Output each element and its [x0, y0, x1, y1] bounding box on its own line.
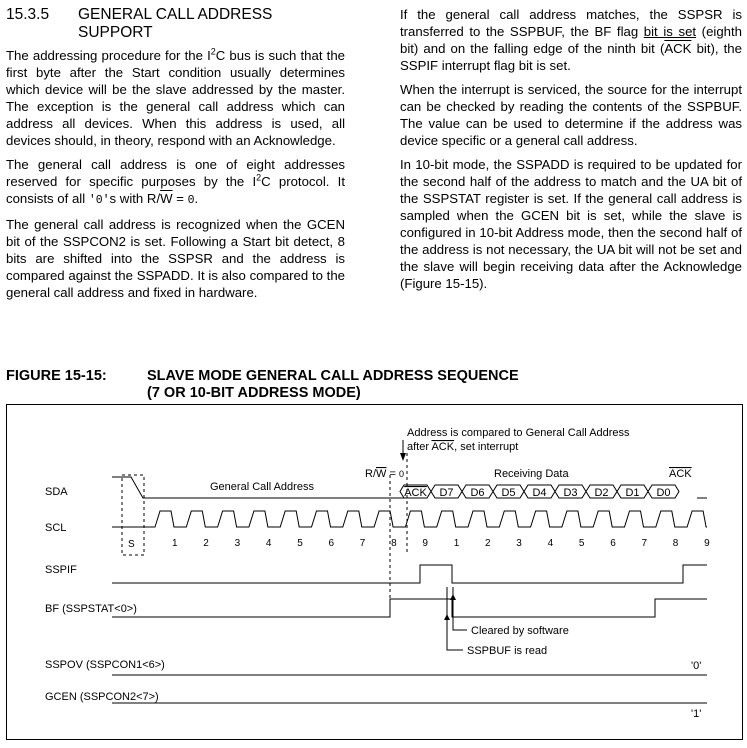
figure-title-line2: (7 OR 10-BIT ADDRESS MODE) [147, 385, 361, 401]
sda-bit-label: D7 [439, 487, 454, 499]
bf-waveform [112, 599, 707, 617]
sspbuf-arrowhead [444, 614, 450, 620]
signal-label-sda: SDA [45, 486, 68, 498]
sda-bit-label: D6 [470, 487, 485, 499]
scl-clock-label: 2 [203, 538, 209, 549]
figure-title-line1: SLAVE MODE GENERAL CALL ADDRESS SEQUENCE [147, 368, 519, 384]
scl-clock-label: 7 [641, 538, 648, 549]
scl-clock-label: 1 [453, 538, 460, 549]
paragraph-address-match: If the general call address matches, the SSPSR is transferred to the SSPBUF, the BF flag bit is set (eighth bit) and on the falling edge of the ninth bit ($\overline{ACK}$ bit), the SSPIF interrupt flag bit is set. [400, 7, 742, 73]
scl-clock-label: 4 [547, 538, 554, 549]
general-call-address-label: General Call Address [210, 481, 314, 493]
scl-clock-label: 4 [265, 538, 272, 549]
cleared-arrowhead [450, 594, 456, 600]
scl-clock-label: 6 [610, 538, 616, 549]
section-title-line1: GENERAL CALL ADDRESS [78, 6, 273, 23]
scl-clock-label: 3 [234, 538, 241, 549]
paragraph-10bit-mode: In 10-bit mode, the SSPADD is required to be updated for the second half of the address to match and the UA bit of the SSPSTAT register is set. If the general call address is sampled when the GCEN bit is set, while the slave is configured in 10-bit Address mode, then the second half of the address is not necessary, the UA bit will not be set and the slave will begin receiving data after the Acknowledge (Figure 15-15). [400, 157, 742, 291]
sspbuf-read-leader [447, 587, 463, 650]
start-label: S [128, 539, 135, 550]
paragraph-reserved-addresses: The general call address is one of eight addresses reserved for specific purposes by the $I^2C$ protocol. It consists of all '0's with $R/\overline{W} = 0$. [6, 157, 345, 207]
scl-clock-labels [172, 538, 710, 549]
gcen-value: '1' [691, 708, 702, 720]
sda-bit-label: D3 [563, 487, 578, 499]
scl-clock-label: 2 [485, 538, 491, 549]
scl-clock-label: 8 [391, 538, 397, 549]
section-number: 15.3.5 [6, 6, 50, 23]
scl-clock-label: 9 [422, 538, 428, 549]
scl-clock-label: 8 [672, 538, 679, 549]
right-column [400, 6, 742, 299]
scl-clock-label: 7 [359, 538, 366, 549]
scl-clock-label: 9 [704, 538, 710, 549]
annotation-arrowhead [400, 453, 406, 461]
sspif-waveform [112, 565, 707, 583]
annotation-line1: Address is compared to General Call Address [407, 427, 630, 439]
ack-end-label: ACK [669, 468, 692, 480]
sda-bit-label: D4 [532, 487, 547, 499]
cleared-leader [453, 587, 467, 630]
left-column [6, 6, 345, 308]
signal-label-sspif: SSPIF [45, 564, 77, 576]
sda-bit-labels [404, 487, 670, 499]
paragraph-addressing: The addressing procedure for the $I^2C$ bus is such that the first byte after the Start condition usually determines which device will be the slave addressed by the master. The exception is the general call address which can address all devices. When this address is used, all devices should, in theory, respond with an Acknowledge. [6, 46, 345, 148]
sda-bit-label: D1 [625, 487, 640, 499]
scl-clock-label: 1 [172, 538, 178, 549]
scl-waveform [112, 511, 707, 527]
timing-diagram-svg [7, 405, 744, 741]
section-title-line2: SUPPORT [78, 24, 153, 41]
sda-bit-label: D2 [594, 487, 609, 499]
cleared-by-software-label: Cleared by software [471, 625, 569, 637]
sspov-value: '0' [691, 660, 702, 672]
timing-diagram [6, 404, 743, 740]
scl-clock-label: 6 [328, 538, 335, 549]
paragraph-interrupt-service: When the interrupt is serviced, the source for the interrupt can be checked by reading the contents of the SSPBUF. The value can be used to determine if the address was device specific or a general call address. [400, 82, 742, 148]
section-heading [6, 6, 345, 42]
figure-number: FIGURE 15-15: [6, 368, 107, 384]
signal-label-bf: BF (SSPSTAT<0>) [45, 603, 137, 615]
scl-clock-label: 3 [516, 538, 522, 549]
signal-label-gcen: GCEN (SSPCON2<7>) [45, 691, 159, 703]
receiving-data-label: Receiving Data [494, 468, 569, 480]
signal-label-scl: SCL [45, 522, 67, 534]
scl-clock-label: 5 [297, 538, 303, 549]
scl-clock-label: 5 [578, 538, 585, 549]
sspbuf-read-label: SSPBUF is read [467, 645, 548, 657]
rw-label: R/W = 0 [365, 468, 404, 480]
sda-bit-label: ACK [404, 487, 427, 499]
paragraph-gcen: The general call address is recognized when the GCEN bit of the SSPCON2 is set. Following a Start bit detect, 8 bits are shifted into the SSPSR and the address is compared against the SSPADD. It is also compared to the general call address and fixed in hardware. [6, 217, 345, 300]
annotation-line2: after ACK, set interrupt [407, 441, 519, 453]
sda-bit-label: D5 [501, 487, 516, 499]
signal-label-sspov: SSPOV (SSPCON1<6>) [45, 659, 165, 671]
sda-bit-label: D0 [656, 487, 671, 499]
